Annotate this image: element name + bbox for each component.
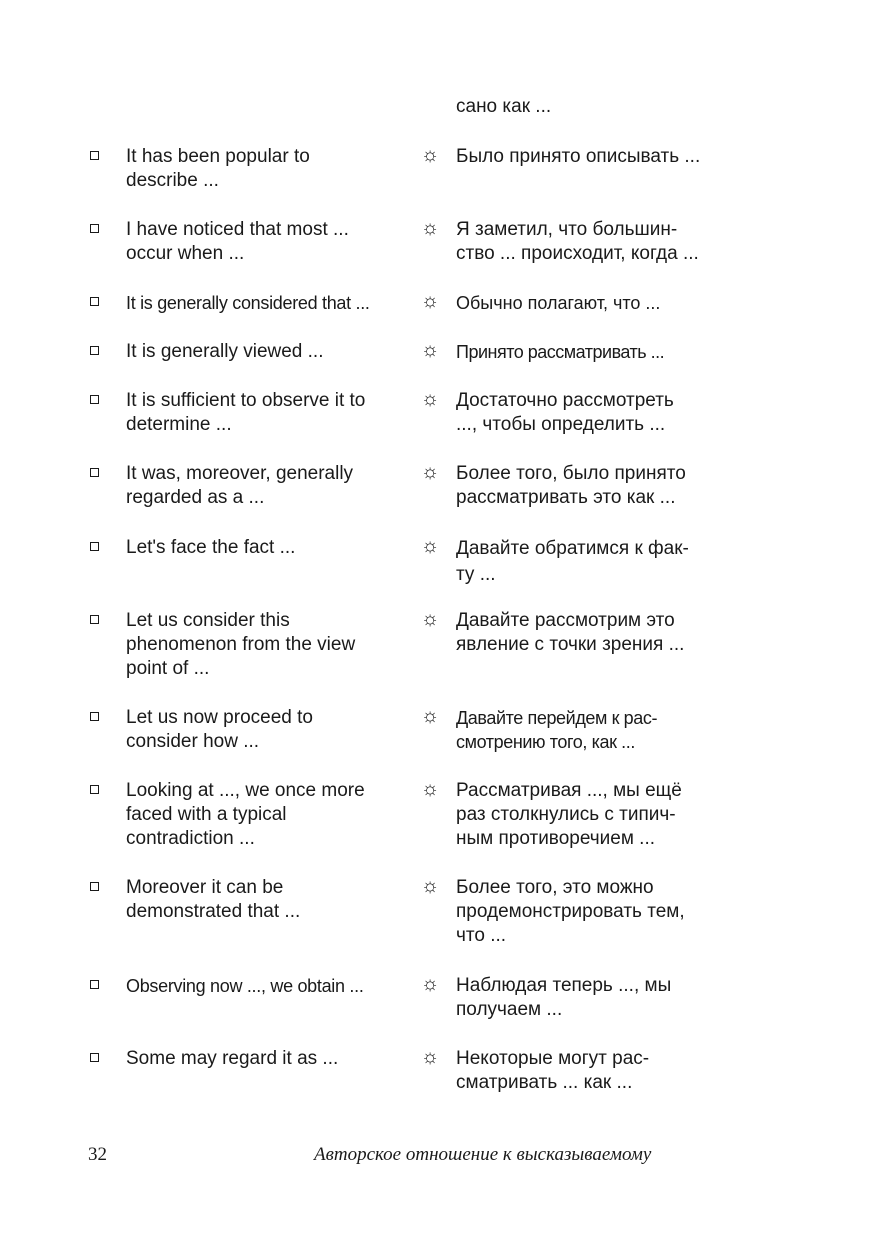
english-phrase: Let us consider this phenomenon from the view point of ... <box>126 610 356 679</box>
sun-icon: ☼ <box>420 778 440 800</box>
english-phrase: It has been popular to describe ... <box>126 146 310 191</box>
english-phrase: It is sufficient to observe it to determine ... <box>126 390 366 435</box>
russian-phrase: Давайте перейдем к рас- смотрению того, как ... <box>456 708 658 752</box>
russian-phrase: Обычно полагают, что ... <box>456 293 661 313</box>
square-bullet-icon <box>90 882 99 891</box>
english-phrase: Observing now ..., we obtain ... <box>126 976 364 996</box>
russian-phrase: Давайте рассмотрим это явление с точки зрения ... <box>456 610 685 655</box>
russian-phrase: Принято рассматривать ... <box>456 342 665 362</box>
sun-icon: ☼ <box>420 875 440 897</box>
sun-icon: ☼ <box>420 461 440 483</box>
russian-phrase: Достаточно рассмотреть ..., чтобы определить ... <box>456 390 674 435</box>
english-phrase: It is generally considered that ... <box>126 293 370 313</box>
sun-icon: ☼ <box>420 217 440 239</box>
running-footer-title: Авторское отношение к высказываемому <box>314 1144 652 1165</box>
sun-icon: ☼ <box>420 290 440 312</box>
square-bullet-icon <box>90 785 99 794</box>
english-phrase: Some may regard it as ... <box>126 1048 339 1069</box>
russian-phrase: Более того, было принято рассматривать это как ... <box>456 463 686 508</box>
sun-icon: ☼ <box>420 973 440 995</box>
english-phrase: Moreover it can be demonstrated that ... <box>126 877 301 922</box>
sun-icon: ☼ <box>420 339 440 361</box>
square-bullet-icon <box>90 542 99 551</box>
english-phrase: Looking at ..., we once more faced with a typical contradiction ... <box>126 780 365 849</box>
english-phrase: Let's face the fact ... <box>126 537 296 558</box>
sun-icon: ☼ <box>420 608 440 630</box>
russian-phrase: Давайте обратимся к фак- ту ... <box>456 538 689 585</box>
square-bullet-icon <box>90 468 99 477</box>
russian-phrase: Рассматривая ..., мы ещё раз столкнулись с типич- ным противоречием ... <box>456 780 682 849</box>
square-bullet-icon <box>90 346 99 355</box>
russian-phrase: Некоторые могут рас- сматривать ... как ... <box>456 1048 650 1093</box>
sun-icon: ☼ <box>420 1046 440 1068</box>
square-bullet-icon <box>90 1053 99 1062</box>
square-bullet-icon <box>90 297 99 306</box>
russian-phrase: Более того, это можно продемонстрировать тем, что ... <box>456 877 685 946</box>
english-phrase: Let us now proceed to consider how ... <box>126 707 313 752</box>
english-phrase: I have noticed that most ... occur when ... <box>126 219 349 264</box>
sun-icon: ☼ <box>420 388 440 410</box>
continuation-text: сано как ... <box>456 96 552 117</box>
sun-icon: ☼ <box>420 705 440 727</box>
square-bullet-icon <box>90 712 99 721</box>
sun-icon: ☼ <box>420 144 440 166</box>
page-number: 32 <box>88 1144 107 1165</box>
square-bullet-icon <box>90 395 99 404</box>
square-bullet-icon <box>90 151 99 160</box>
english-phrase: It was, moreover, generally regarded as a ... <box>126 463 354 508</box>
russian-phrase: Наблюдая теперь ..., мы получаем ... <box>456 975 672 1020</box>
square-bullet-icon <box>90 615 99 624</box>
russian-phrase: Я заметил, что большин- ство ... происходит, когда ... <box>456 219 699 264</box>
square-bullet-icon <box>90 224 99 233</box>
russian-phrase: Было принято описывать ... <box>456 146 701 167</box>
sun-icon: ☼ <box>420 535 440 557</box>
square-bullet-icon <box>90 980 99 989</box>
english-phrase: It is generally viewed ... <box>126 341 324 362</box>
